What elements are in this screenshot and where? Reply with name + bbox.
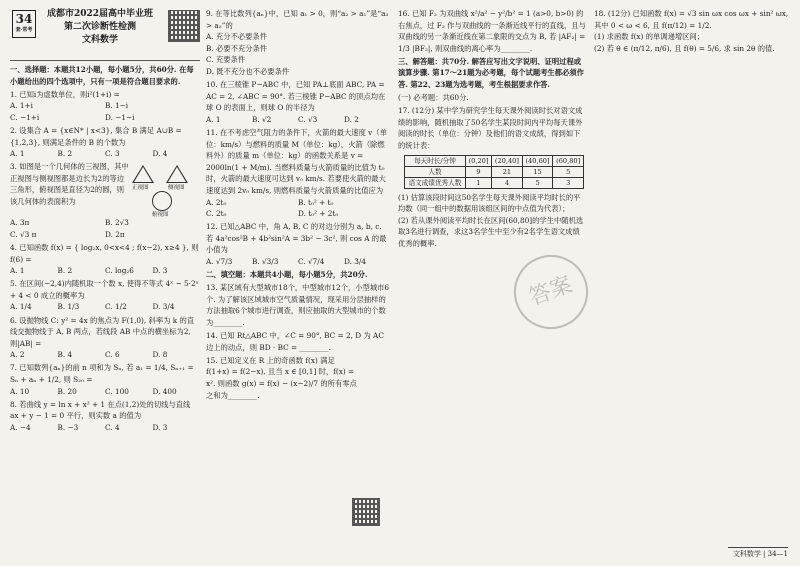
q5-option-b: B. 1/3 (57, 302, 80, 312)
table-cell: 15 (522, 166, 553, 177)
question-5 (10, 278, 200, 313)
question-1 (10, 89, 200, 124)
top-view-label: 俯视图 (152, 212, 169, 219)
table-header-row (405, 155, 584, 166)
top-view-circle (152, 191, 172, 211)
q11-option-c: C. 2t₀ (206, 209, 227, 219)
table-cell: 4 (492, 177, 523, 188)
q3-option-a: A. 3π (10, 218, 30, 228)
q6-stem: 6. 设抛物线 C: y² = 4x 的焦点为 F(1,0), 斜率为 k 的直线交抛物线于 A, B 两点，若线段 AB 中点的横坐标为2, 则|AB| = (10, 315, 195, 348)
title-line-1: 成都市2022届高中毕业班 (46, 9, 154, 19)
question-13: 13. 某区域有大型城市18个，中型城市12个，小型城市6个. 为了解该区域城市空气质量情况，现采用分层抽样的方法抽取6个城市进行调查，则应抽取的大型城市的个数为________. (206, 283, 390, 327)
front-view-triangle (132, 165, 154, 183)
table-row (405, 177, 584, 188)
q6-option-a: A. 2 (10, 350, 25, 360)
q4-option-a: A. 1 (10, 266, 25, 276)
question-16: 16. 已知 F₂ 为双曲线 x²/a² − y²/b² = 1 (a>0, b>0) 的右焦点，过 F₂ 作与双曲线的一条渐近线平行的直线，且与双曲线的另一条渐近线在第二象限的交点为 B, 若 |AF₂| = 1/3 |BF₂|, 则双曲线的离心率为________. (398, 9, 586, 53)
question-11 (206, 127, 390, 220)
q11-option-b: B. t₀² + t₀ (298, 197, 334, 207)
q11-stem: 11. 在不考虑空气阻力的条件下，火箭的最大速度 v（单位：km/s）与燃料的质量 M（单位：kg），火箭（除燃料外）的质量 m（单位：kg）的函数关系是 v = 2000ln(1 + M/m). 当燃料质量与火箭质量的比值为 t₀ 时，火箭的最大速度可达到 v₀ km/s. 若要使火箭的最大速度达到 2v₀ km/s, 则燃料质量与火箭质量的比值应为 (206, 127, 387, 195)
table-cell: (0,20] (465, 155, 491, 166)
q17-part-2: (2) 若从课外阅读平均时长在区间(60,80]的学生中随机选取3名进行调查，求这3名学生中至少有2名学生语文成绩优秀的概率. (398, 215, 584, 248)
title-line-3: 文科数学 (81, 35, 118, 45)
q5-option-c: C. 1/2 (105, 302, 127, 312)
question-18 (594, 8, 792, 54)
answer-stamp: 答案 (504, 245, 599, 340)
q1-option-c: C. −1+i (10, 112, 40, 122)
q12-stem: 12. 已知△ABC 中，角 A, B, C 的对边分别为 a, b, c. 若 4a²cos²B + 4b²sin²A = 3b² − 3c², 则 cos A 的最小值为 (206, 222, 387, 255)
q3-stem: 3. 如图是一个几何体的三视图，其中正视图与侧视图都是边长为2的等边三角形，俯视图是直径为2的圆，则该几何体的表面积为 (10, 162, 129, 207)
q6-option-d: D. 8 (152, 350, 168, 360)
paper-header (10, 8, 200, 61)
q4-option-c: C. log₂6 (105, 266, 134, 276)
q17-stem: 17. (12分) 某中学为研究学生每天课外阅读时长对语文成绩的影响，随机抽取了50名学生某段时间内平均每天课外阅读的时长（单位：分钟）及他们的语文成绩，得到如下的统计表： (398, 106, 583, 151)
q5-option-a: A. 1/4 (10, 302, 32, 312)
q1-stem: 1. 已知i为虚数单位，则i²(1+i) = (10, 89, 120, 99)
q1-option-a: A. 1+i (10, 101, 33, 111)
q7-option-c: C. 100 (105, 386, 129, 396)
q6-option-c: C. 6 (105, 350, 120, 360)
column-2 (206, 8, 390, 403)
q7-option-d: D. 400 (152, 386, 177, 396)
section-3-heading: 三、解答题：共70分. 解答应写出文字说明、证明过程或演算步骤. 第17～21题为必考题，每个试题考生都必须作答. 第22、23题为选考题，考生根据要求作答. (398, 56, 584, 90)
qr-code-icon (168, 10, 200, 42)
paper-badge (12, 10, 36, 38)
q12-option-a: A. √7/3 (206, 256, 233, 266)
question-8 (10, 399, 200, 434)
q1-option-b: B. 1−i (105, 101, 129, 111)
section-3-sub: (一) 必考题：共60分. (398, 93, 469, 103)
q2-option-c: C. 3 (105, 149, 120, 159)
q12-option-c: C. √7/4 (298, 256, 325, 266)
q9-option-b: B. 必要不充分条件 (206, 43, 268, 53)
question-17 (398, 105, 586, 249)
q9-option-c: C. 充要条件 (206, 55, 246, 65)
side-view-label: 侧视图 (168, 185, 185, 192)
q7-option-b: B. 20 (57, 386, 77, 396)
q4-stem: 4. 已知函数 f(x) = { log₂x, 0<x<4 ; f(x−2), x≥4 }, 则 f(6) = (10, 242, 199, 264)
q10-stem: 10. 在三棱锥 P−ABC 中，已知 PA⊥底面 ABC, PA = AC = 2, ∠ABC = 90°. 若三棱锥 P−ABC 的顶点均在球 O 的表面上，则球 O 的半径为 (206, 80, 386, 113)
table-cell: 语文成绩优秀人数 (405, 177, 466, 188)
title-line-2: 第二次诊断性检测 (63, 22, 136, 32)
column-3 (398, 8, 586, 251)
q4-option-d: D. 3 (152, 266, 168, 276)
qr-code-icon-2 (352, 498, 380, 526)
q3-option-d: D. 2π (105, 229, 125, 239)
table-cell: 人数 (405, 166, 466, 177)
question-15: 15. 已知定义在 R 上的奇函数 f(x) 满足 f(1+x) = f(2−x), 且当 x ∈ [0,1] 时，f(x) = x². 则函数 g(x) = f(x) − (x−2)/7 的所有零点之和为________. (206, 355, 357, 400)
q5-stem: 5. 在区间(−2,4)内随机取一个数 x, 使得不等式 4ˣ − 5·2ˣ + 4 < 0 成立的概率为 (10, 279, 199, 300)
table-cell: 每天时长/分钟 (405, 155, 466, 166)
q10-option-c: C. √3 (298, 114, 318, 124)
q4-option-b: B. 2 (57, 266, 73, 276)
question-4 (10, 242, 200, 277)
q2-option-a: A. 1 (10, 149, 25, 159)
table-cell: 3 (553, 177, 584, 188)
q2-option-d: D. 4 (152, 149, 168, 159)
badge-number: 34 (15, 12, 33, 26)
table-cell: (40,60] (522, 155, 553, 166)
q11-option-d: D. t₀² + 2t₀ (298, 209, 339, 219)
frequency-table (404, 155, 584, 189)
q18-part-2: (2) 若 θ ∈ (π/12, π/6), 且 f(θ) = 5/6, 求 sin 2θ 的值. (594, 43, 775, 53)
q9-stem: 9. 在等比数列{aₙ}中，已知 a₁ > 0，则“a₂ > a₁”是“a₃ > a₂”的 (206, 9, 389, 30)
side-view-triangle (166, 165, 188, 183)
q2-stem: 2. 设集合 A = {x∈N* | x<3}, 集合 B 满足 A∪B = {1,2,3}, 则满足条件的 B 的个数为 (10, 125, 182, 147)
q8-option-d: D. 3 (152, 422, 168, 432)
question-9 (206, 8, 390, 78)
q2-option-b: B. 2 (57, 149, 73, 159)
table-cell: (20,40] (492, 155, 523, 166)
q17-part-1: (1) 估算该段时间这50名学生每天课外阅读平均时长的平均数（同一组中的数据用该组区间的中点值为代表）； (398, 192, 581, 214)
section-1-heading: 一、选择题：本题共12小题，每小题5分，共60分. 在每小题给出的四个选项中，只有一项是符合题目要求的. (10, 65, 194, 86)
q3-option-c: C. √3 π (10, 229, 37, 239)
table-cell: 5 (522, 177, 553, 188)
table-cell: 1 (465, 177, 491, 188)
table-row (405, 166, 584, 177)
q9-option-a: A. 充分不必要条件 (206, 32, 267, 42)
q6-option-b: B. 4 (57, 350, 73, 360)
column-4 (594, 8, 792, 56)
q9-option-d: D. 既不充分也不必要条件 (206, 66, 290, 76)
q10-option-d: D. 2 (344, 114, 359, 124)
front-view-label: 正视图 (132, 185, 149, 192)
question-3 (10, 161, 200, 240)
question-14: 14. 已知 Rt△ABC 中，∠C = 90°, BC = 2, D 为 AC 边上的动点，则 BD · BC = ________. (206, 331, 384, 352)
table-cell: (60,80] (553, 155, 584, 166)
q8-option-c: C. 4 (105, 422, 120, 432)
q7-stem: 7. 已知数列{aₙ}的前 n 项和为 Sₙ, 若 a₁ = 1/4, Sₙ₊₁ = Sₙ + aₙ + 1/2, 则 S₂₀ = (10, 363, 194, 384)
q8-option-b: B. −3 (57, 422, 79, 432)
question-12 (206, 221, 390, 267)
table-cell: 21 (492, 166, 523, 177)
q8-stem: 8. 若曲线 y = ln x + x² + 1 在点(1,2)处的切线与直线 ax + y − 1 = 0 平行，则实数 a 的值为 (10, 399, 191, 421)
q18-part-1: (1) 求函数 f(x) 的单调递增区间； (594, 32, 705, 42)
page-footer: 文科数学 | 34—1 (728, 547, 788, 559)
q10-option-a: A. 1 (206, 114, 221, 124)
paper-title (40, 8, 160, 47)
q8-option-a: A. −4 (10, 422, 31, 432)
badge-sub: 套·常考 (15, 27, 33, 33)
q12-option-d: D. 3/4 (344, 256, 366, 266)
question-6 (10, 315, 200, 361)
table-cell: 9 (465, 166, 491, 177)
q7-option-a: A. 10 (10, 386, 30, 396)
q5-option-d: D. 3/4 (152, 302, 175, 312)
section-2-heading: 二、填空题：本题共4小题，每小题5分，共20分. (206, 270, 368, 280)
q18-stem: 18. (12分) 已知函数 f(x) = √3 sin ωx cos ωx + sin² ωx, 其中 0 < ω < 6, 且 f(π/12) = 1/2. (594, 9, 789, 30)
q1-option-d: D. −1−i (105, 112, 135, 122)
q12-option-b: B. √3/3 (252, 256, 279, 266)
q3-option-b: B. 2√3 (105, 218, 129, 228)
question-7 (10, 362, 200, 397)
q10-option-b: B. √2 (252, 114, 272, 124)
table-cell: 5 (553, 166, 584, 177)
question-10 (206, 79, 390, 125)
three-view-figure (130, 161, 198, 217)
column-1 (10, 8, 200, 435)
q11-option-a: A. 2t₀ (206, 197, 227, 207)
question-2 (10, 125, 200, 160)
